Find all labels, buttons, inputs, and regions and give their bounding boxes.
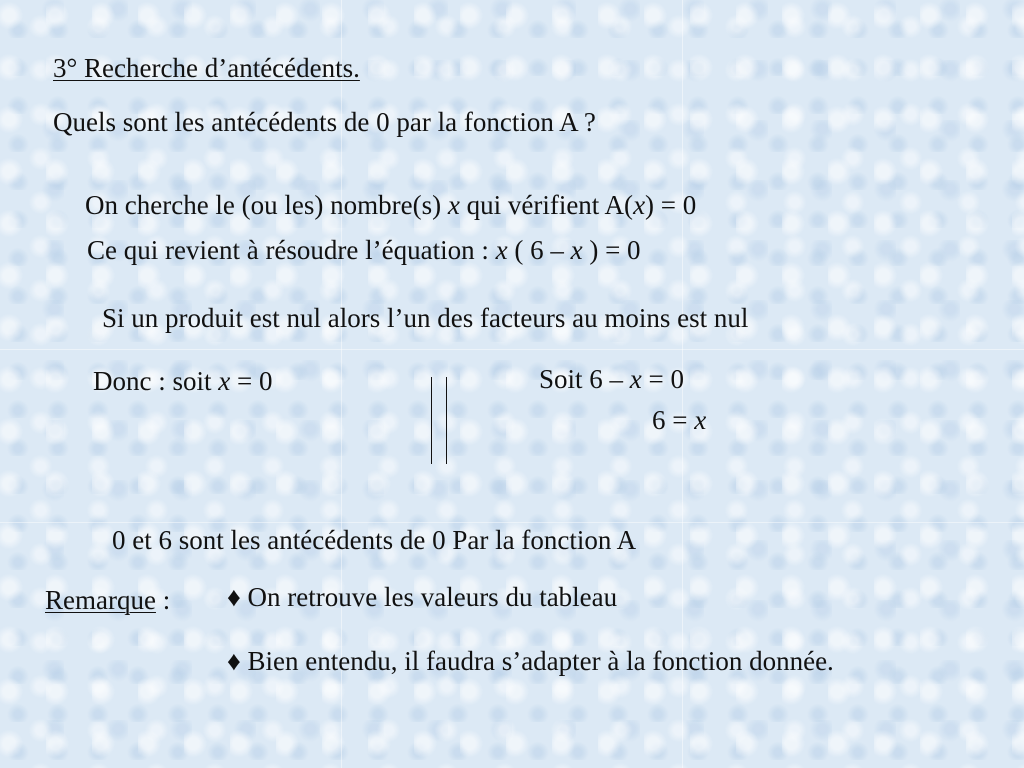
case-two-equation: Soit 6 – x = 0: [539, 364, 684, 394]
background-seam: [0, 522, 1024, 523]
case-one: Donc : soit x = 0: [93, 366, 273, 396]
zero-product-rule: Si un produit est nul alors l’un des facteurs au moins est nul: [102, 303, 749, 333]
conclusion-text: 0 et 6 sont les antécédents de 0 Par la fonction A: [112, 525, 637, 555]
section-heading: 3° Recherche d’antécédents.: [53, 53, 360, 83]
remark-label: Remarque :: [45, 585, 171, 615]
separator-line: [431, 377, 432, 464]
background-seam: [0, 349, 1024, 350]
search-statement: On cherche le (ou les) nombre(s) x qui vérifient A(x) = 0: [85, 190, 697, 220]
case-two-solution: 6 = x: [652, 405, 707, 435]
question-text: Quels sont les antécédents de 0 par la fonction A ?: [53, 107, 596, 137]
equation-statement: Ce qui revient à résoudre l’équation : x ( 6 – x ) = 0: [87, 235, 641, 265]
separator-line: [446, 377, 447, 464]
remark-item-table: ♦ On retrouve les valeurs du tableau: [227, 582, 618, 612]
remark-item-adapt: ♦ Bien entendu, il faudra s’adapter à la fonction donnée.: [227, 646, 834, 676]
